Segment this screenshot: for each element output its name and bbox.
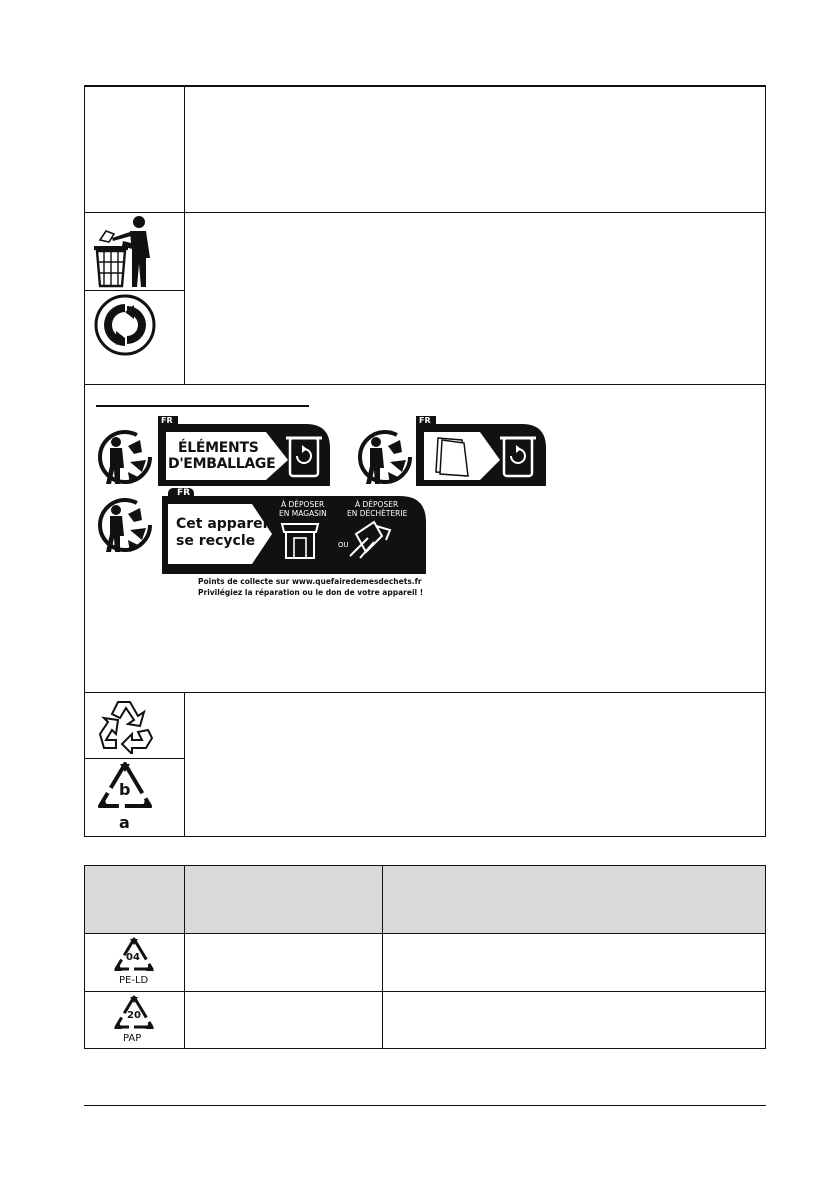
packaging-label-line2: D'EMBALLAGE — [168, 456, 276, 472]
triman-person-icon — [354, 426, 416, 488]
appliance-label-line1: Cet appareil — [176, 516, 273, 532]
codes-col-divider — [382, 865, 383, 1049]
table-row-divider — [84, 692, 766, 693]
appliance-fr-tag: FR — [177, 488, 191, 498]
resin-number: 04 — [126, 952, 140, 963]
resin-code-below: a — [119, 813, 130, 832]
resin-abbreviation: PE-LD — [119, 975, 149, 986]
table-subrow-divider — [84, 290, 184, 291]
paper-fr-tag: FR — [419, 416, 431, 425]
page-footer-rule — [84, 1105, 766, 1106]
packaging-fr-tag: FR — [161, 416, 173, 425]
repair-donate-note: Privilégiez la réparation ou le don de votre appareil ! — [198, 588, 424, 597]
table-row-divider — [84, 384, 766, 385]
center-dropoff-line1: À DÉPOSER — [355, 500, 399, 509]
or-separator: OU — [338, 541, 349, 549]
appliance-label-line2: se recycle — [176, 533, 256, 549]
center-dropoff-line2: EN DÉCHÈTERIE — [347, 509, 408, 518]
triman-person-icon — [94, 426, 156, 488]
resin-abbreviation: PAP — [123, 1033, 142, 1044]
store-dropoff-line2: EN MAGASIN — [279, 509, 327, 518]
triman-person-icon — [94, 494, 156, 556]
green-dot-icon — [94, 294, 156, 356]
codes-row-divider — [84, 991, 766, 992]
table-row-divider — [84, 212, 766, 213]
table-col-divider-bottom — [184, 692, 185, 837]
store-dropoff-line1: À DÉPOSER — [281, 500, 325, 509]
section-underline — [96, 405, 309, 407]
codes-col-divider — [184, 865, 185, 1049]
resin-number: 20 — [127, 1010, 141, 1021]
recycling-loop-icon — [94, 696, 156, 754]
codes-row-divider — [84, 933, 766, 934]
table-row — [84, 934, 184, 991]
resin-code-inner: b — [119, 780, 131, 799]
collection-point-note: Points de collecte sur www.quefairedemesdechets.fr — [198, 577, 422, 586]
table-row — [84, 992, 184, 1049]
packaging-label-line1: ÉLÉMENTS — [178, 440, 259, 456]
paper-sorting-label — [414, 416, 548, 488]
tidyman-dustbin-icon — [92, 214, 158, 288]
table-col-divider-top — [184, 86, 185, 384]
table-subrow-divider — [84, 758, 184, 759]
codes-table — [84, 865, 766, 1049]
